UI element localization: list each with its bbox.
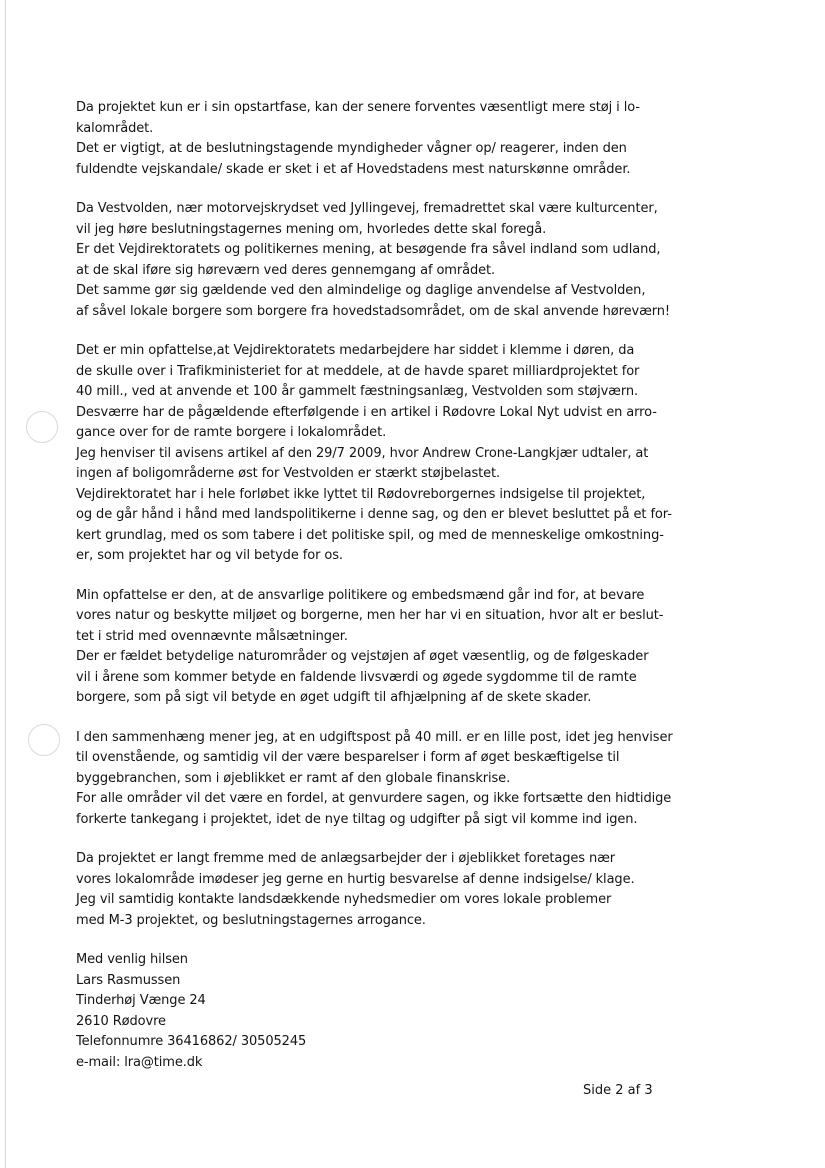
text-line: gance over for de ramte borgere i lokalområdet. <box>76 425 387 440</box>
text-line: fuldendte vejskandale/ skade er sket i et af Hovedstadens mest naturskønne områder. <box>76 161 631 177</box>
text-line: tet i strid med ovennævnte målsætninger. <box>76 628 348 644</box>
text-line: er, som projektet har og vil betyde for os. <box>76 548 343 563</box>
text-line: ingen af boligområderne øst for Vestvolden er stærkt støjbelastet. <box>76 466 501 481</box>
text-line: vil jeg høre beslutningstagernes mening om, hvorledes dette skal foregå. <box>76 221 547 237</box>
punch-hole-mark <box>26 411 58 443</box>
text-line: Det er min opfattelse,at Vejdirektoratets medarbejdere har siddet i klemme i døren, da <box>76 343 635 358</box>
text-line: Da Vestvolden, nær motorvejskrydset ved Jyllingevej, fremadrettet skal være kulturcenter, <box>76 201 658 216</box>
text-line: Min opfattelse er den, at de ansvarlige politikere og embedsmænd går ind for, at bevare <box>76 587 645 603</box>
text-line: Jeg henviser til avisens artikel af den 29/7 2009, hvor Andrew Crone-Langkjær udtaler, at <box>76 445 649 461</box>
paragraph <box>76 199 688 322</box>
text-line: af såvel lokale borgere som borgere fra hovedstadsområdet, om de skal anvende høreværn! <box>76 303 671 319</box>
text-line: borgere, som på sigt vil betyde en øget udgift til afhjælpning af de skete skader. <box>76 690 592 705</box>
text-line: kalområdet. <box>76 120 154 136</box>
text-line: 40 mill., ved at anvende et 100 år gammelt fæstningsanlæg, Vestvolden som støjværn. <box>76 384 639 399</box>
text-line: Jeg vil samtidig kontakte landsdækkende nyhedsmedier om vores lokale problemer <box>76 892 612 907</box>
text-line: byggebranchen, som i øjeblikket er ramt af den globale finanskrise. <box>76 770 511 786</box>
text-line: kert grundlag, med os som tabere i det politiske spil, og med de menneskelige omkostning- <box>76 527 664 543</box>
signature-block <box>76 950 688 1073</box>
text-line: Da projektet kun er i sin opstartfase, kan der senere forventes væsentligt mere støj i lo- <box>76 100 640 115</box>
paragraph <box>76 98 688 180</box>
text-line: vores lokalområde imødeser jeg gerne en hurtig besvarelse af denne indsigelse/ klage. <box>76 871 635 887</box>
paragraph <box>76 341 688 567</box>
page-number: Side 2 af 3 <box>583 1083 653 1098</box>
signature-line: e-mail: lra@time.dk <box>76 1054 203 1070</box>
text-line: til ovenstående, og samtidig vil der være besparelser i form af øget beskæftigelse til <box>76 750 620 765</box>
letter-body <box>76 98 688 1092</box>
text-line: de skulle over i Trafikministeriet for at meddele, at de havde sparet milliardprojektet for <box>76 363 640 379</box>
signature-line: Tinderhøj Vænge 24 <box>76 993 206 1008</box>
text-line: vil i årene som kommer betyde en faldende livsværdi og øgede sygdomme til de ramte <box>76 669 637 685</box>
signature-line: Lars Rasmussen <box>76 972 181 988</box>
signature-line: 2610 Rødovre <box>76 1013 166 1029</box>
paragraph <box>76 586 688 709</box>
paragraph <box>76 849 688 931</box>
text-line: forkerte tankegang i projektet, idet de nye tiltag og udgifter på sigt vil komme ind igen. <box>76 811 638 827</box>
page-edge-line <box>5 0 6 1168</box>
signature-line: Telefonnumre 36416862/ 30505245 <box>76 1034 307 1049</box>
punch-hole-mark <box>28 724 60 756</box>
signature-line: Med venlig hilsen <box>76 952 188 967</box>
text-line: Det er vigtigt, at de beslutningstagende myndigheder vågner op/ reagerer, inden den <box>76 141 627 156</box>
text-line: med M-3 projektet, og beslutningstagernes arrogance. <box>76 912 426 928</box>
text-line: Desværre har de pågældende efterfølgende i en artikel i Rødovre Lokal Nyt udvist en arro- <box>76 404 657 420</box>
text-line: og de går hånd i hånd med landspolitikerne i denne sag, og den er blevet besluttet på et for- <box>76 507 672 522</box>
text-line: I den sammenhæng mener jeg, at en udgiftspost på 40 mill. er en lille post, idet jeg henviser <box>76 729 673 745</box>
text-line: For alle områder vil det være en fordel, at genvurdere sagen, og ikke fortsætte den hidtidige <box>76 791 672 806</box>
text-line: Er det Vejdirektoratets og politikernes mening, at besøgende fra såvel indland som udland, <box>76 242 661 257</box>
text-line: Der er fældet betydelige naturområder og vejstøjen af øget væsentlig, og de følgeskader <box>76 649 649 664</box>
text-line: Det samme gør sig gældende ved den almindelige og daglige anvendelse af Vestvolden, <box>76 283 646 298</box>
text-line: at de skal iføre sig høreværn ved deres gennemgang af området. <box>76 262 496 278</box>
text-line: vores natur og beskytte miljøet og borgerne, men her har vi en situation, hvor alt er beslut- <box>76 608 664 623</box>
text-line: Da projektet er langt fremme med de anlægsarbejder der i øjeblikket foretages nær <box>76 851 616 866</box>
text-line: Vejdirektoratet har i hele forløbet ikke lyttet til Rødovreborgernes indsigelse til projektet, <box>76 486 646 502</box>
paragraph <box>76 728 688 831</box>
